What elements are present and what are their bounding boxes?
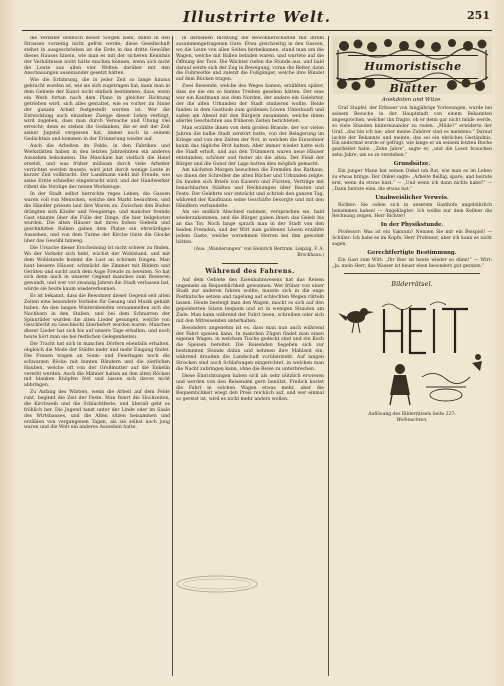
- rebus-solution-caption: Auflösung des Bilderrätsels Seite 227:: [368, 411, 456, 417]
- joke-title: Grundsätze.: [393, 161, 431, 168]
- paragraph: Am nächsten Morgen besuchten die Fremden das Rathaus, wo ihnen der Schreiber die alten Bücher und Urkunden zeigte. Da fanden sich Briefe von Kaisern und Fürsten, Verträge mit benachbarten Städten und Rechnungen über Bauten und Feste. Der Gelehrte war entzückt und schrieb den ganzen Tag, während der Kaufmann seine Geschäfte besorgte und mit den Händlern verhandelte.: [176, 168, 324, 209]
- joke-item: [332, 162, 492, 193]
- joke-text: Graf Stapfel, der Erbauer von langjährige Vorlesungen, wurde bei seinem Besuche in der Hauptstadt von einem Bekannten angesprochen, welcher ihn fragte, ob er denn gar nicht müde werde, so viele Stunden hintereinander zu reden. „Müde?“ erwiderte der Graf, „das bin ich nie; aber meine Zuhörer sind es meistens.“ Darauf lachte der Bekannte und meinte, das sei ein ehrliches Geständnis. Ein andermal wurde er gefragt, wie lange er an seinem letzten Buche gearbeitet habe. „Zehn Jahre“, sagte er, „und die Leser brauchen zehn Jahre, um es zu verstehen.“: [332, 106, 492, 159]
- joke-title: Unabweislicher Verweis.: [375, 194, 449, 201]
- paragraph: Die Ursache dieser Erscheinung ist nicht schwer zu finden. Wo der Verkehr sich hebt, wächst der Wohlstand, und mit dem Wohlstande kommt die Lust an schönen Dingen. Man baut bessere Häuser, schmückt die Zimmer mit Bildern und Geräten und sucht auch dem Auge Freude zu bereiten. So hat sich denn auch in unserer Gegend manches zum Besseren gewandt, und wer vor zwanzig Jahren die Stadt verlassen hat, würde sie heute kaum wiedererkennen.: [24, 245, 170, 293]
- article-body: [24, 36, 170, 431]
- article-body: [176, 36, 324, 403]
- column-left: [24, 36, 170, 678]
- column-divider: [172, 36, 173, 676]
- rebus-title: Bilderrätsel.: [391, 279, 433, 288]
- section-rule: [222, 263, 278, 264]
- banner-title: Humoristische Blätter: [348, 55, 478, 79]
- paragraph: Auf dem Gebiete des Eisenbahnwesens hat das Reisen ungemein an Bequemlichkeit gewonnen. Wer früher von einer Stadt zur anderen fahren wollte, musste sich in die enge Postkutsche setzen und tagelang auf schlechten Wegen rütteln lassen. Heute besteigt man den Wagen, macht es sich auf den gepolsterten Sitzen bequem und ist in wenigen Stunden am Ziele. Man kann während der Fahrt lesen, schreiben oder sich mit den Mitreisenden unterhalten.: [176, 277, 324, 324]
- humor-banner: [332, 36, 492, 94]
- joke-title: In der Physikstunde.: [380, 222, 444, 229]
- paragraph: Besonders angenehm ist es, dass man nun auch während der Fahrt speisen kann. In manchen Zügen findet man einen eigenen Wagen, in welchem Tische gedeckt sind und ein Koch die Speisen bereitet. Die Reisenden begeben sich zur bestimmten Stunde dahin und nehmen ihre Mahlzeit ein, während draußen die Landschaft vorüberzieht. Auf langen Strecken sind auch Schlafwagen eingerichtet, in welchen man die Nacht zubringen kann, ohne die Reise zu unterbrechen.: [176, 325, 324, 373]
- magazine-title: Illustrirte Welt.: [183, 8, 331, 26]
- joke-title: Gerechtfertigte Bestimmung.: [367, 249, 457, 256]
- paragraph: Man erzählte ihnen von dem großen Brande, der vor vielen Jahren die halbe Stadt zerstört hatte, von der Belagerung im Kriege und von den Zeiten der Not, in welchen die Einwohner kaum das tägliche Brot hatten. Aber immer wieder hatte sich die Stadt erholt, und aus den Trümmern waren neue Häuser entstanden, schöner und fester als die alten. Der Fleiß der Bürger und die Gunst der Lage hatten dies möglich gemacht.: [176, 126, 324, 167]
- joke-text: Professor: Was ist ein Vakuum? Nennen Sie mir ein Beispiel! — Schüler: Ich habe es im Kopfe, Herr Professor, aber ich kann es nicht sagen.: [332, 230, 492, 248]
- joke-text: Richter: Sie sollen sich in unserem Gasthofe ungebührlich benommen haben! — Angeklagter: Ich wollte nur dem Kellner die Rechnung zeigen, Herr Richter!: [332, 202, 492, 220]
- page-header: [22, 6, 492, 31]
- rebus-picture: [334, 291, 490, 409]
- paragraph: Zu Anfang des Winters, wenn die Arbeit auf dem Felde ruht, beginnt die Zeit der Feste. Man feiert die Hochzeiten, die Kirchweih und die Schlachtfeste, und überall geht es fröhlich her. Die Jugend tanzt unter der Linde oder im Saale des Wirtshauses, und die Alten sitzen beisammen und erzählen von vergangenen Tagen, als sie selbst noch jung waren und die Welt ein anderes Aussehen hatte.: [24, 390, 170, 431]
- joke-item: [332, 223, 492, 248]
- humor-subheading: Anekdoten und Witze.: [381, 97, 443, 103]
- paragraph: in derselben Richtung die Bewohnerschaften mit ihrem zusammengetragenen Gute. Etwa gleichzeitig in den Gassen, wo die Leute von allen Seiten herbeikamen, stand man um die Wagen, welche mit Ballen beladen waren, und wartete auf die Öffnung der Tore. Die Wächter riefen die Stunde aus, und bald darauf setzte sich der Zug in Bewegung, voran die Reiter, dann die Fuhrwerke und zuletzt die Fußgänger, welche ihre Bündel auf dem Rücken trugen.: [176, 36, 324, 83]
- joke-item: [332, 196, 492, 221]
- rebus-solution-answer: Weihnachten.: [396, 417, 428, 423]
- joke-text: Ein junger Mann bat seinen Onkel um Rat, wie man es im Leben zu etwas bringe. Der Onkel sagte: „Arbeite fleißig, spare, und heirate erst, wenn du etwas hast.“ — „Und wenn ich dann nichts habe?“ — „Dann heirate eine, die etwas hat.“: [332, 169, 492, 192]
- rebus-illustration: [334, 291, 490, 409]
- section-rule: [344, 273, 480, 274]
- paragraph: Es ist bekannt, dass die Bewohner dieser Gegend seit alten Zeiten eine besondere Vorliebe für Gesang und Musik gehabt haben. An den langen Winterabenden versammelten sich die Nachbarn in den Stuben, und bei dem Schnurren der Spinnräder wurden die alten Lieder gesungen, welche von Geschlecht zu Geschlecht überliefert worden waren. Manches dieser Lieder hat sich bis auf unsere Tage erhalten, und noch heute hört man sie bei festlichen Gelegenheiten.: [24, 293, 170, 341]
- paragraph: Wie die Erfahrung, die in jeder Zeit so lange hinaus gebracht worden ist, wie sie sich zugetragen hat, kann man in dem Gebiete der Kunst nicht einfach bestimmen, dass, wenn ein Werk fortan nach dem Plane in gleicher Richtung getrieben wird, sich alles gestaltet, wie es vorher im Sinne der ganzen Arbeit festgestellt worden ist. Wer die Entwicklung auch einzelner Zweige dieser Lehre verfolgt, wird zugeben, dass man durch Versuche und Übung viel erreicht; denn es stehen die Gedanken, die er seit der Zeit seiner Jugend vergessen hat, immer noch in seinem Gedächtnis und kommen in der Erinnerung wieder auf.: [24, 78, 170, 143]
- page-number: 251: [467, 9, 490, 22]
- section-title: Während des Fahrens.: [205, 266, 295, 275]
- paragraph: Die Tracht hat sich in manchen Dörfern ebenfalls erhalten, obgleich die Mode der Städte mehr und mehr Eingang findet. Die Frauen tragen an Sonn- und Feiertagen noch die schwarzen Röcke mit bunten Bändern und die zierlichen Hauben, welche oft von der Großmutter auf die Enkelin vererbt werden. Auch die Männer halten an den alten Röcken mit blanken Knöpfen fest und lassen sich davon nicht abbringen.: [24, 342, 170, 389]
- column-right: [332, 36, 492, 678]
- paragraph: Auch die Arbeiten im Felde, in den Fabriken und Werkstätten haben in den letzten Jahrzehnten ein anderes Aussehen bekommen. Die Maschine hat vielfach die Hand ersetzt, und was früher mühsam durch viele Arbeiter verrichtet werden musste, wird jetzt durch wenige Leute in kurzer Zeit vollbracht. Der Landmann sieht mit Freude, wie seine Ernte schneller eingebracht wird, und der Handwerker rühmt die Vorzüge der neuen Werkzeuge.: [24, 143, 170, 191]
- paragraph: die Verleiter dennoch dieser Sorgen ziehl, damit in den Strassen vorzeitig nicht gefrnt werde; diese Gesellschaft stehet in ausgeschrieben ist die Erde in das dritte Gewölbe dieses Hauses hinein, wie man es mit der sicheren Kenntnis der Verhältnisse nicht hätte machen können, wenn sich nicht die Leute aus allen vier Welten darüber mit den Anschauungen auseinander gesetzt hätten.: [24, 36, 170, 77]
- joke-item: [332, 251, 492, 270]
- paragraph: Als sie endlich Abschied nahmen, versprachen sie, bald wiederzukommen, und die Bürger gaben ihnen das Geleit bis an das Tor. Noch lange sprach man in der Stadt von den beiden Fremden, und der Wirt zum goldenen Löwen erzählte jedem Gaste, welche vornehmen Herren bei ihm gewohnt hätten.: [176, 210, 324, 245]
- joke-item: [332, 106, 492, 159]
- article-source: (Aus: „Wanderungen“ von Heinrich Bertram. Leipzig, F. A. Brockhaus.): [194, 246, 324, 258]
- paragraph: Zwei Reisende, welche des Weges kamen, erzählten später, dass sie nie ein so buntes Treiben gesehen hätten. Der eine war ein Kaufmann aus dem Norden, der andere ein Gelehrter, der die alten Urkunden der Stadt studieren wollte. Beide fanden in dem Gasthofe zum goldenen Löwen Unterkunft und saßen am Abend mit den Bürgern zusammen, welche ihnen allerlei Geschichten aus früheren Zeiten berichteten.: [176, 84, 324, 125]
- library-stamp: [174, 574, 260, 594]
- jokes-list: [332, 106, 492, 270]
- paragraph: In der Stadt selbst herrschte reges Leben; die Gassen waren voll von Menschen, welche den Markt besuchten, und die Händler priesen laut ihre Waren an. Zwischen den Buden drängten sich Käufer und Neugierige, und mancher fremde Gast staunte über die Fülle der Dinge, die hier feilgeboten wurden. Die alten Häuser mit ihren hohen Giebeln und geschnitzten Balken gaben dem Platze ein ehrwürdiges Aussehen, und von dem Turme der Kirche tönte die Glocke über das Gewühl hinweg.: [24, 191, 170, 245]
- column-divider: [328, 36, 329, 676]
- joke-text: Ein Gast zum Wirt: „Ihr Bier ist heute wieder so dünn!“ — Wirt: „Ja, mein Herr, das Wasser ist heuer eben besonders gut geraten.“: [332, 257, 492, 269]
- paragraph: Diese Einrichtungen haben sich als sehr nützlich erwiesen und werden von den Reisenden gern benützt. Freilich kostet die Fahrt in solchen Wagen etwas mehr, aber die Bequemlichkeit wiegt den Preis reichlich auf, und wer einmal so gereist ist, wird es nicht mehr anders wollen.: [176, 373, 324, 403]
